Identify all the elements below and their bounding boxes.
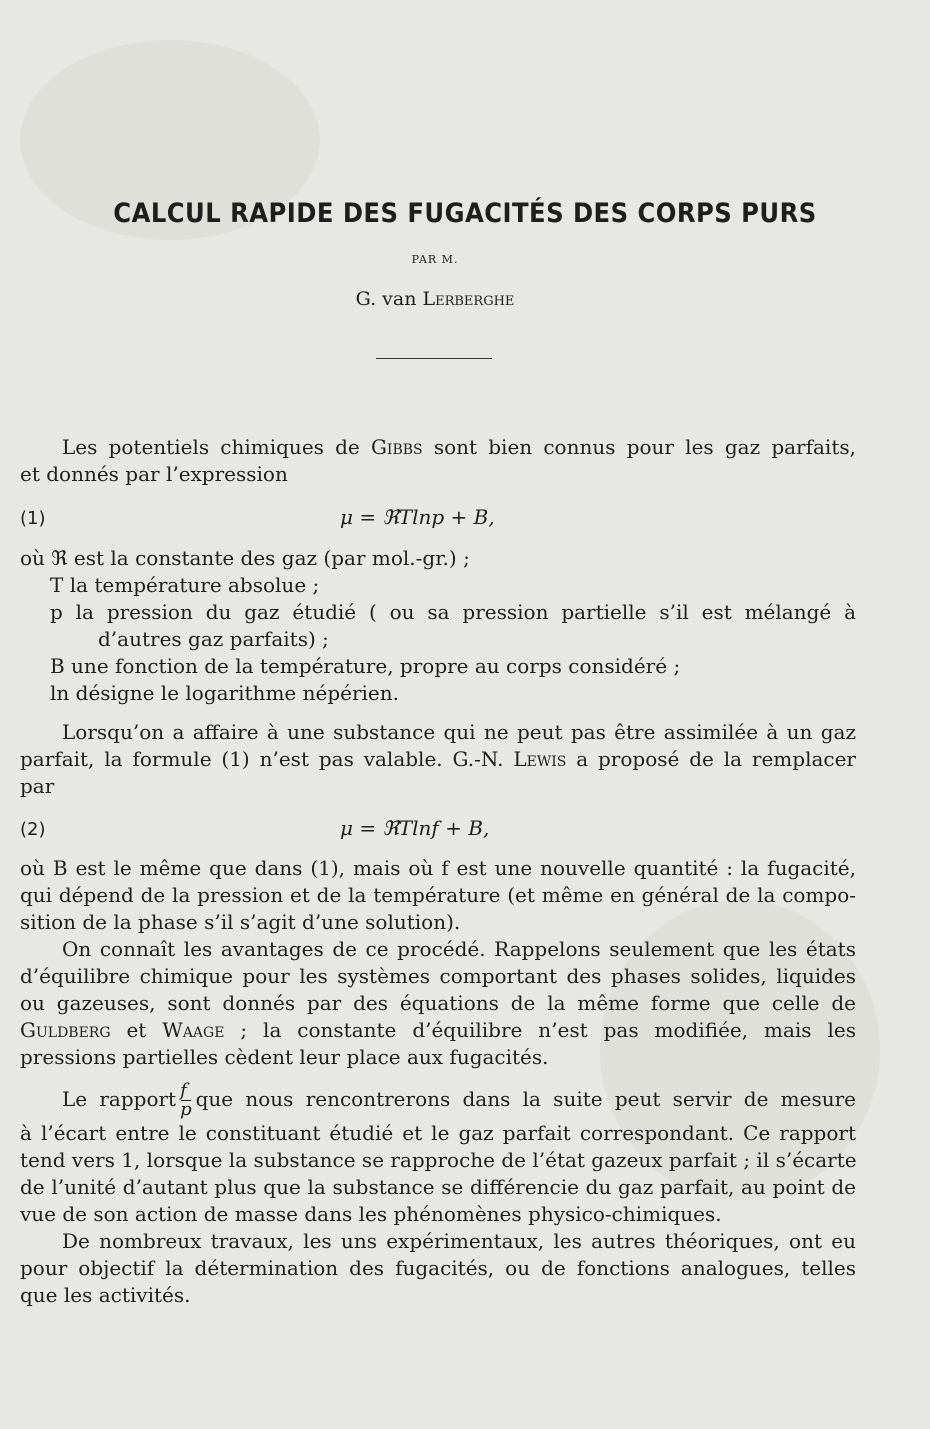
paragraph-line: de l’unité d’autant plus que la substance se différencie du gaz parfait, au point de	[20, 1175, 856, 1199]
paragraph-line: et donnés par l’expression	[20, 462, 288, 486]
paragraph-line: De nombreux travaux, les uns expérimentaux, les autres théoriques, ont eu	[62, 1229, 856, 1253]
article-title: CALCUL RAPIDE DES FUGACITÉS DES CORPS PURS	[113, 198, 817, 229]
definition-line: T la température absolue ;	[50, 573, 320, 597]
paragraph-line: vue de son action de masse dans les phénomènes physico-chimiques.	[20, 1202, 722, 1226]
equation-number: (1)	[20, 508, 46, 529]
paragraph-line: pour objectif la détermination des fugacités, ou de fonctions analogues, telles	[20, 1256, 856, 1280]
paragraph-line: ou gazeuses, sont donnés par des équations de la même forme que celle de	[20, 991, 856, 1015]
author-surname: Lerberghe	[422, 288, 515, 310]
paragraph-line: Le rapport $\frac{f}{p}$ que nous rencontrerons dans la suite peut servir de mesure	[62, 1080, 856, 1120]
author-name	[0, 288, 870, 310]
author-initial: G. van	[355, 288, 423, 310]
definition-line: d’autres gaz parfaits) ;	[98, 627, 329, 651]
name-guldberg: Guldberg	[20, 1018, 111, 1042]
paragraph-line: à l’écart entre le constituant étudié et le gaz parfait correspondant. Ce rapport	[20, 1121, 856, 1145]
paragraph-line: Les potentiels chimiques de Gibbs sont bien connus pour les gaz parfaits,	[62, 435, 856, 459]
definition-line: B une fonction de la température, propre au corps considéré ;	[50, 654, 681, 678]
paragraph-line: d’équilibre chimique pour les systèmes comportant des phases solides, liquides	[20, 964, 856, 988]
paragraph-line: parfait, la formule (1) n’est pas valable. G.-N. Lewis a proposé de la remplacer	[20, 747, 856, 771]
paragraph-line: par	[20, 774, 55, 798]
definition-line: p la pression du gaz étudié ( ou sa pression partielle s’il est mélangé à	[50, 600, 856, 624]
paragraph-line: pressions partielles cèdent leur place aux fugacités.	[20, 1045, 549, 1069]
title-divider	[376, 358, 492, 359]
paragraph-line: Guldberg et Waage ; la constante d’équilibre n’est pas modifiée, mais les	[20, 1018, 856, 1042]
paragraph-line: Lorsqu’on a affaire à une substance qui ne peut pas être assimilée à un gaz	[62, 720, 856, 744]
paragraph-line: sition de la phase s’il s’agit d’une solution).	[20, 910, 461, 934]
equation-1: μ = ℜTlnp + B,	[340, 505, 495, 529]
paragraph-line: que les activités.	[20, 1283, 191, 1307]
equation-number: (2)	[20, 819, 46, 840]
name-gibbs: Gibbs	[370, 435, 423, 459]
equation-2: μ = ℜTlnf + B,	[340, 816, 490, 840]
byline-prefix: PAR M.	[411, 253, 459, 266]
paragraph-line: qui dépend de la pression et de la température (et même en général de la compo-	[20, 883, 856, 907]
paragraph-line: On connaît les avantages de ce procédé. Rappelons seulement que les états	[62, 937, 856, 961]
paragraph-line: où B est le même que dans (1), mais où f est une nouvelle quantité : la fugacité,	[20, 856, 856, 880]
name-waage: Waage	[162, 1018, 225, 1042]
name-lewis: Lewis	[513, 747, 567, 771]
fraction-f-over-p: $\frac{f}{p}$	[180, 1080, 192, 1120]
paragraph-line: tend vers 1, lorsque la substance se rapproche de l’état gazeux parfait ; il s’écarte	[20, 1148, 857, 1172]
definition-line: ln désigne le logarithme népérien.	[50, 681, 399, 705]
definition-line: où ℜ est la constante des gaz (par mol.-gr.) ;	[20, 546, 470, 570]
